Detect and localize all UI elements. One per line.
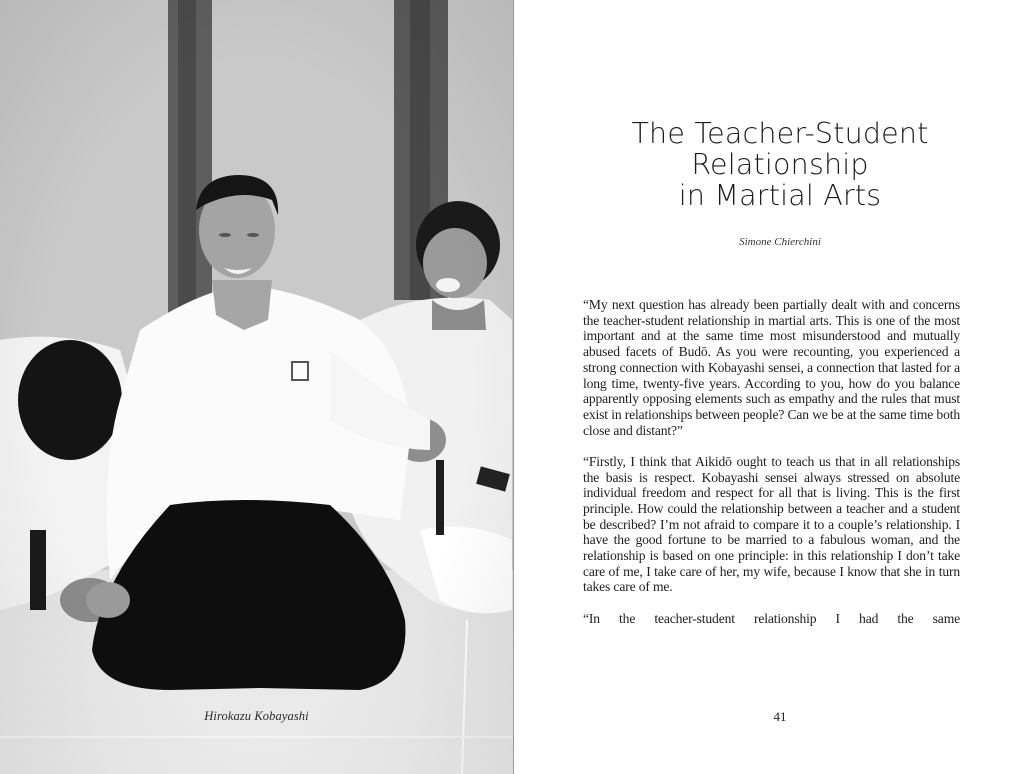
body-text xyxy=(583,297,960,642)
paragraph: “In the teacher-student relationship I had the same xyxy=(583,610,960,626)
title-line: Relationship xyxy=(691,148,869,181)
text-page xyxy=(514,0,1024,774)
photo-caption: Hirokazu Kobayashi xyxy=(204,709,309,723)
author-name: Simone Chierchini xyxy=(739,236,821,248)
paragraph: “My next question has already been partially dealt with and concerns the teacher-student relationship in martial arts. This is one of the most important and at the same time most misunderstood and mutually abused facets of Budō. As you were recounting, you experienced a strong connection with Kobayashi sensei, a connection that lasted for a long time, twenty-five years. According to you, how do you balance apparently opposing elements such as empathy and the rules that must exist in relationships between people? Can we be at the same time both close and distant?” xyxy=(583,297,960,438)
title-line: The Teacher-Student xyxy=(631,117,929,150)
paragraph: “Firstly, I think that Aikidō ought to teach us that in all relationships the basis is respect. Kobayashi sensei always stressed on absolute individual freedom and respect for all that is living. This is the first principle. How could the relationship between a teacher and a student be described? I’m not afraid to compare it to a couple’s relationship. I have the good fortune to be married to a fabulous woman, and the relationship is based on one principle: in this relationship I don’t take care of me, I take care of her, my wife, because I know that she in turn takes care of me. xyxy=(583,453,960,595)
title-line: in Martial Arts xyxy=(678,179,882,212)
page-number: 41 xyxy=(773,709,787,724)
chapter-title xyxy=(534,118,1024,211)
